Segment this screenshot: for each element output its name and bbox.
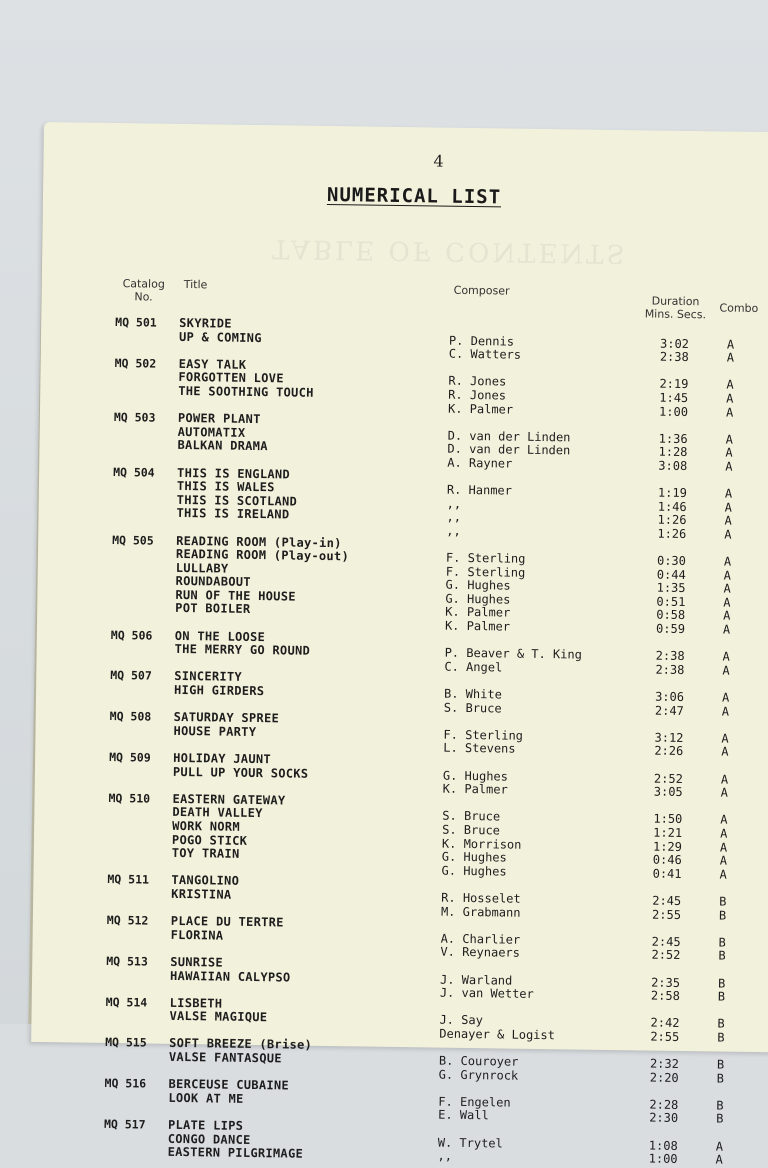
duration: 2:55: [650, 1029, 680, 1044]
track-title: HAWAIIAN CALYPSO: [170, 968, 291, 985]
composer-name: K. Palmer: [442, 781, 508, 797]
duration: 1:35: [656, 580, 686, 596]
composer-name: J. van Wetter: [439, 985, 534, 1002]
duration: [620, 1002, 680, 1003]
composer-name: C. Angel: [444, 659, 503, 675]
duration: 1:29: [652, 839, 683, 854]
track-title: THE SOOTHING TOUCH: [178, 383, 314, 400]
duration: [624, 716, 684, 717]
composer-name: D. van der Linden: [447, 428, 571, 445]
combo-code: A: [721, 731, 729, 746]
combo-code: A: [725, 445, 733, 460]
track-title: PLACE DU TERTRE: [170, 913, 284, 930]
track-title: UP & COMING: [178, 329, 262, 345]
composer-name: K. Palmer: [444, 618, 511, 634]
duration: 2:32: [649, 1056, 680, 1072]
page-number: 4: [433, 151, 444, 171]
composer-name: G. Hughes: [441, 863, 507, 879]
track-title: VALSE MAGIQUE: [169, 1009, 268, 1025]
duration: 1:21: [653, 825, 683, 840]
duration: 3:02: [659, 336, 690, 351]
composer-name: K. Palmer: [447, 401, 514, 417]
catalog-number: MQ 511: [107, 872, 150, 887]
catalog-number: MQ 507: [110, 668, 152, 683]
combo-code: A: [719, 840, 728, 855]
composer-name: G. Grynrock: [438, 1067, 519, 1083]
combo-code: A: [725, 405, 734, 420]
duration: 1:26: [657, 526, 687, 541]
track-title: HIGH GIRDERS: [173, 682, 265, 699]
duration: [629, 363, 689, 364]
track-title: SATURDAY SPREE: [173, 710, 280, 726]
track-title: HOLIDAY JAUNT: [173, 750, 272, 767]
combo-code: A: [723, 581, 731, 596]
composer-name: G. Hughes: [442, 768, 509, 784]
duration: 1:08: [648, 1138, 678, 1153]
duration: 2:52: [651, 947, 681, 963]
composer-name: ,,: [446, 496, 462, 511]
duration: 2:35: [651, 975, 681, 990]
composer-name: J. Warland: [439, 972, 513, 988]
duration: 1:19: [657, 485, 687, 501]
combo-code: B: [716, 1071, 725, 1086]
combo-code: A: [715, 1152, 723, 1167]
combo-code: A: [724, 500, 733, 515]
track-title: EASTERN PILGRIMAGE: [167, 1145, 304, 1161]
catalog-number: MQ 514: [105, 994, 148, 1010]
duration: 1:00: [659, 404, 689, 419]
track-title: THE MERRY GO ROUND: [174, 642, 311, 659]
track-title: ROUNDABOUT: [175, 574, 251, 590]
combo-code: A: [724, 486, 733, 501]
catalog-number: MQ 513: [106, 953, 148, 969]
combo-code: B: [716, 1057, 725, 1072]
track-title: THIS IS IRELAND: [176, 506, 290, 522]
duration: [624, 676, 684, 677]
composer-name: E. Wall: [438, 1108, 489, 1123]
track-title: LOOK AT ME: [168, 1090, 244, 1106]
composer-name: R. Jones: [448, 387, 507, 403]
duration: 0:41: [652, 866, 682, 881]
combo-code: A: [720, 785, 729, 800]
combo-code: A: [726, 337, 735, 352]
composer-name: R. Jones: [448, 374, 507, 389]
track-title: FLORINA: [170, 927, 224, 943]
track-title: VALSE FANTASQUE: [168, 1049, 282, 1066]
combo-code: A: [722, 622, 731, 637]
combo-code: A: [723, 568, 732, 583]
composer-name: F. Engelen: [438, 1094, 511, 1110]
composer-name: B. Couroyer: [438, 1053, 519, 1069]
composer-name: C. Watters: [448, 346, 522, 362]
combo-code: B: [716, 1111, 724, 1127]
duration: 1:26: [657, 512, 687, 528]
duration: 2:28: [649, 1097, 679, 1112]
track-title: SKYRIDE: [179, 315, 232, 331]
composer-name: K. Palmer: [445, 605, 511, 621]
catalog-number: MQ 515: [105, 1035, 147, 1050]
track-title: BERCEUSE CUBAINE: [168, 1077, 290, 1093]
catalog-number: MQ 501: [115, 315, 157, 330]
catalog-number: MQ 502: [114, 355, 157, 371]
duration: [627, 472, 687, 473]
catalog-page: [31, 122, 768, 1167]
track-title: ON THE LOOSE: [174, 628, 266, 644]
track-title: DEATH VALLEY: [172, 805, 263, 821]
duration: 1:28: [658, 444, 688, 460]
track-title: BALKAN DRAMA: [177, 438, 268, 454]
composer-name: A. Rayner: [447, 455, 513, 471]
combo-code: A: [719, 867, 727, 882]
numerical-list-table: [30, 314, 768, 1167]
track-title: THIS IS ENGLAND: [177, 465, 291, 481]
combo-code: A: [723, 595, 731, 610]
composer-name: D. van der Linden: [447, 442, 571, 458]
duration: 2:42: [650, 1015, 680, 1031]
composer-name: A. Charlier: [440, 931, 521, 947]
duration: 2:45: [652, 893, 682, 908]
track-title: PULL UP YOUR SOCKS: [172, 764, 309, 781]
track-title: READING ROOM (Play-out): [175, 546, 350, 564]
combo-code: A: [719, 853, 728, 868]
track-title: FORGOTTEN LOVE: [178, 370, 284, 386]
track-title: RUN OF THE HOUSE: [175, 587, 296, 604]
track-title: SUNRISE: [170, 954, 224, 970]
composer-name: W. Trytel: [437, 1135, 503, 1151]
composer-name: ,,: [446, 509, 462, 525]
track-title: EASTERN GATEWAY: [172, 791, 286, 808]
composer-name: V. Reynaers: [440, 944, 521, 961]
duration: 1:00: [648, 1151, 678, 1167]
duration: 0:51: [656, 594, 686, 609]
combo-code: A: [720, 826, 728, 841]
composer-name: G. Hughes: [445, 591, 511, 607]
duration: 2:45: [651, 934, 681, 949]
composer-name: ,,: [446, 523, 461, 538]
duration: 2:47: [654, 703, 684, 718]
duration: 0:30: [656, 553, 687, 569]
duration: 1:36: [658, 431, 688, 446]
duration: 2:38: [655, 648, 685, 664]
composer-name: F. Sterling: [443, 727, 524, 743]
header-catalog: Catalog No.: [122, 277, 165, 304]
track-title: CONGO DANCE: [167, 1131, 251, 1147]
composer-name: S. Bruce: [442, 822, 501, 838]
combo-code: A: [723, 554, 732, 569]
track-title: AUTOMATIX: [177, 424, 246, 440]
duration: 2:20: [649, 1070, 679, 1085]
track-title: KRISTINA: [171, 886, 232, 902]
track-title: SOFT BREEZE (Brise): [169, 1036, 313, 1053]
track-title: EASY TALK: [178, 356, 247, 372]
catalog-number: MQ 504: [113, 464, 155, 480]
composer-name: R. Hosselet: [441, 890, 521, 906]
combo-code: B: [719, 894, 727, 909]
track-title: PLATE LIPS: [167, 1117, 244, 1133]
catalog-number: MQ 509: [109, 749, 151, 765]
combo-code: A: [720, 812, 728, 827]
duration: 3:08: [658, 458, 688, 473]
duration: 1:45: [659, 390, 689, 405]
combo-code: B: [717, 975, 726, 991]
duration: [621, 920, 681, 921]
header-duration: Duration Mins. Secs.: [644, 294, 707, 322]
composer-name: S. Bruce: [443, 700, 502, 716]
duration: 2:30: [649, 1110, 679, 1126]
duration: 2:38: [659, 349, 689, 365]
duration: [619, 1043, 679, 1044]
catalog-number: MQ 506: [110, 627, 153, 643]
track-title: THIS IS WALES: [176, 479, 275, 495]
composer-name: K. Morrison: [441, 836, 522, 852]
combo-code: B: [718, 935, 726, 950]
duration: [628, 417, 688, 418]
composer-name: F. Sterling: [445, 550, 526, 566]
composer-name: L. Stevens: [443, 741, 516, 757]
duration: [623, 757, 683, 758]
track-title: TANGOLINO: [171, 873, 240, 889]
composer-name: J. Say: [439, 1012, 483, 1028]
duration: 2:38: [655, 662, 685, 677]
composer-name: S. Bruce: [442, 809, 501, 824]
combo-code: B: [717, 1016, 725, 1031]
duration: [619, 1083, 679, 1084]
composer-name: M. Grabmann: [440, 904, 521, 920]
combo-code: A: [724, 527, 732, 542]
combo-code: B: [718, 948, 726, 963]
combo-code: A: [726, 391, 734, 406]
combo-code: A: [721, 690, 730, 705]
combo-code: B: [717, 989, 726, 1004]
combo-code: A: [720, 772, 729, 787]
combo-code: A: [724, 513, 732, 528]
duration: 3:06: [655, 689, 685, 705]
catalog-number: MQ 510: [108, 790, 151, 806]
combo-code: A: [725, 432, 733, 447]
combo-code: B: [718, 908, 727, 923]
combo-code: A: [726, 377, 734, 393]
duration: [626, 540, 686, 541]
catalog-number: MQ 505: [112, 532, 154, 548]
duration: [620, 961, 680, 962]
duration: 2:52: [653, 771, 683, 786]
track-title: READING ROOM (Play-in): [176, 533, 342, 550]
duration: 0:44: [656, 567, 686, 582]
duration: [623, 798, 683, 799]
track-title: LISBETH: [169, 995, 223, 1011]
duration: 2:26: [654, 743, 684, 759]
header-composer: Composer: [453, 283, 510, 298]
composer-name: G. Hughes: [441, 849, 507, 865]
duration: [618, 1124, 678, 1125]
combo-code: A: [723, 609, 731, 624]
catalog-number: MQ 512: [106, 913, 149, 928]
header-title: Title: [183, 277, 208, 292]
combo-code: B: [716, 1098, 724, 1113]
duration: 2:55: [651, 907, 682, 922]
duration: 3:12: [654, 730, 684, 745]
combo-code: A: [715, 1139, 724, 1154]
track-title: WORK NORM: [172, 818, 241, 834]
catalog-number: MQ 517: [103, 1116, 146, 1132]
combo-code: A: [722, 663, 730, 678]
composer-name: P. Dennis: [448, 333, 515, 349]
bleed-through-text: TABLE OF CONTENTS: [272, 233, 628, 269]
header-combo: Combo: [719, 301, 759, 315]
composer-name: R. Hanmer: [446, 482, 513, 498]
track-title: POGO STICK: [171, 832, 248, 848]
duration: 0:58: [656, 608, 686, 623]
catalog-number: MQ 516: [104, 1076, 147, 1091]
composer-name: Denayer & Logist: [439, 1026, 555, 1043]
composer-name: F. Sterling: [445, 564, 526, 580]
track-title: LULLABY: [175, 560, 229, 576]
track-title: SINCERITY: [174, 669, 243, 685]
duration: [625, 635, 685, 636]
composer-name: G. Hughes: [445, 577, 511, 593]
catalog-number: MQ 503: [113, 410, 156, 425]
duration: 3:05: [653, 784, 683, 800]
duration: 1:46: [657, 499, 687, 514]
duration: 0:46: [652, 852, 682, 868]
duration: 2:19: [659, 376, 689, 392]
track-title: THIS IS SCOTLAND: [176, 492, 298, 509]
composer-name: ,,: [437, 1148, 453, 1164]
combo-code: A: [722, 649, 730, 664]
combo-code: B: [717, 1030, 725, 1045]
catalog-number: MQ 508: [109, 709, 152, 724]
composer-name: P. Beaver & T. King: [444, 645, 582, 662]
track-title: POT BOILER: [175, 601, 251, 617]
track-title: POWER PLANT: [177, 411, 261, 427]
duration: 2:58: [650, 988, 680, 1004]
combo-code: A: [721, 704, 730, 719]
combo-code: A: [725, 459, 733, 474]
track-title: HOUSE PARTY: [173, 723, 257, 739]
duration: 0:59: [655, 621, 686, 637]
duration: 1:50: [653, 811, 683, 827]
combo-code: A: [721, 744, 729, 760]
composer-name: B. White: [443, 686, 502, 702]
duration: [621, 879, 681, 880]
track-title: TOY TRAIN: [171, 846, 240, 861]
combo-code: A: [726, 350, 735, 365]
page-title: NUMERICAL LIST: [326, 183, 502, 209]
duration: [629, 322, 689, 323]
